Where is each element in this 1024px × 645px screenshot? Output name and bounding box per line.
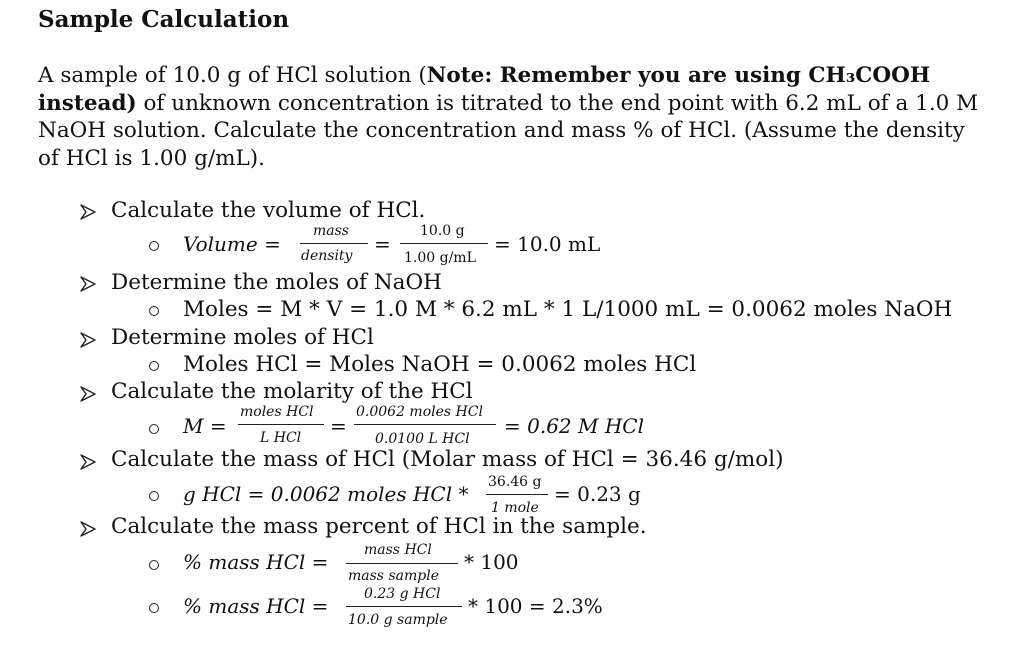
volume-frac1-den: density [301,248,353,264]
percent-eq1-den: mass sample [348,568,439,584]
circle-bullet-icon [149,306,159,316]
circle-bullet-icon [149,560,159,570]
fraction-bar [346,606,462,607]
molarity-frac1-num: moles HCl [240,404,314,420]
circle-bullet-icon [149,491,159,501]
circle-bullet-icon [149,424,159,434]
problem-text-2: of unknown concentration is titrated to the end point with 6.2 mL of a 1.0 M NaOH solution. Calculate the concentration and mass % of HCl. (Assume the density of HCl is 1.00 g/mL). [38,90,979,171]
moles-hcl-line: Moles HCl = Moles NaOH = 0.0062 moles HCl [183,352,697,377]
percent-eq2-rhs: * 100 = 2.3% [468,594,603,618]
fraction-bar [354,424,496,425]
mass-rhs: = 0.23 g [554,482,641,506]
arrow-bullet-icon [80,386,96,402]
molarity-eq-sign: = [330,414,347,438]
fraction-bar [300,243,368,244]
moles-naoh-line: Moles = M * V = 1.0 M * 6.2 mL * 1 L/1000 mL = 0.0062 moles NaOH [183,297,953,322]
volume-frac1-num: mass [313,223,349,239]
percent-eq1-lhs: % mass HCl = [183,550,329,574]
fraction-bar [486,494,548,495]
molarity-frac2-den: 0.0100 L HCl [375,431,470,447]
volume-eq-sign: = [374,232,391,256]
step-heading-volume: Calculate the volume of HCl. [111,198,426,223]
fraction-bar [346,563,458,564]
arrow-bullet-icon [80,521,96,537]
step-heading-molarity: Calculate the molarity of the HCl [111,379,473,404]
volume-rhs: = 10.0 mL [494,232,601,256]
volume-lhs: Volume = [183,232,281,256]
step-heading-moles-naoh: Determine the moles of NaOH [111,270,442,295]
molarity-frac2-num: 0.0062 moles HCl [356,404,483,420]
page-title: Sample Calculation [38,6,290,33]
fraction-bar [400,243,488,244]
percent-eq1-rhs: * 100 [464,550,519,574]
volume-frac2-den: 1.00 g/mL [404,250,476,266]
mass-frac-den: 1 mole [491,500,539,516]
arrow-bullet-icon [80,454,96,470]
percent-eq1-num: mass HCl [364,542,432,558]
arrow-bullet-icon [80,204,96,220]
percent-eq2-lhs: % mass HCl = [183,594,329,618]
molarity-frac1-den: L HCl [260,430,302,446]
fraction-bar [238,424,324,425]
circle-bullet-icon [149,603,159,613]
problem-statement [38,62,988,172]
step-heading-moles-hcl: Determine moles of HCl [111,325,374,350]
step-heading-mass: Calculate the mass of HCl (Molar mass of HCl = 36.46 g/mol) [111,447,784,472]
percent-eq2-num: 0.23 g HCl [364,586,441,602]
molarity-rhs: = 0.62 M HCl [504,414,644,438]
arrow-bullet-icon [80,332,96,348]
molarity-lhs: M = [183,414,227,438]
mass-lhs: g HCl = 0.0062 moles HCl * [183,482,469,506]
problem-note: Note: Remember you are using CH₃COOH instead) [38,63,931,116]
circle-bullet-icon [149,361,159,371]
problem-text-1: A sample of 10.0 g of HCl solution ( [38,63,427,88]
mass-frac-num: 36.46 g [488,474,542,490]
circle-bullet-icon [149,241,159,251]
volume-frac2-num: 10.0 g [420,223,465,239]
arrow-bullet-icon [80,276,96,292]
percent-eq2-den: 10.0 g sample [348,612,448,628]
step-heading-mass-percent: Calculate the mass percent of HCl in the sample. [111,514,647,539]
